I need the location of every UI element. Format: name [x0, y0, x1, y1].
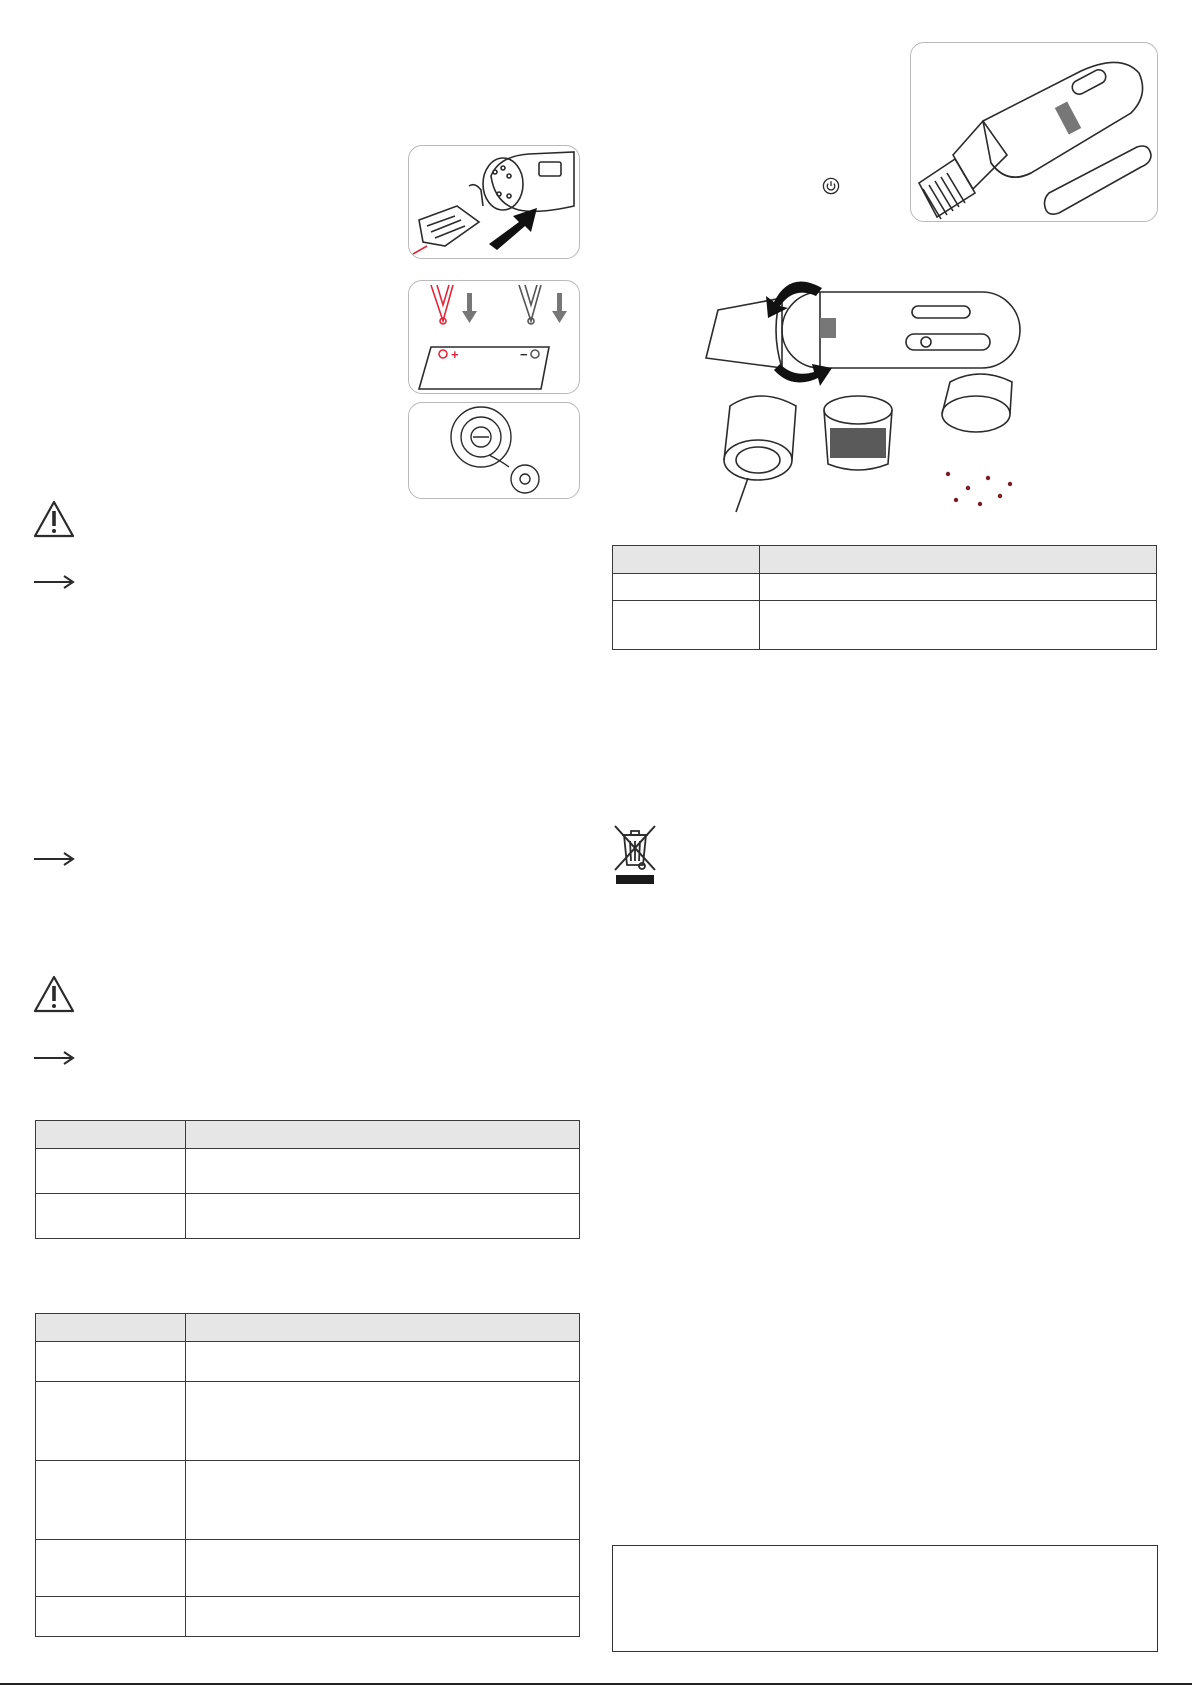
note-box: [612, 1545, 1158, 1652]
power-icon: [822, 177, 840, 195]
spec-table-left-large: [35, 1313, 580, 1637]
figure-charging-plug: [408, 145, 580, 259]
figure-battery-clamps: [408, 280, 580, 394]
note-arrow-icon: [33, 851, 75, 867]
table-row: [36, 1461, 580, 1540]
vacuum-brush-illustration: [911, 43, 1157, 221]
battery-clamps-illustration: [409, 281, 579, 393]
table-row: [36, 1149, 580, 1194]
table-header-row: [36, 1121, 580, 1149]
spec-table-left-small: [35, 1120, 580, 1239]
table-row: [36, 1382, 580, 1461]
warning-triangle-icon: [33, 975, 75, 1013]
table-row: [36, 1540, 580, 1597]
warning-triangle-icon: [33, 500, 75, 538]
table-row: [36, 1597, 580, 1637]
table-row: [613, 601, 1157, 650]
figure-fuse-holder: [408, 402, 580, 499]
note-arrow-icon: [33, 574, 75, 590]
charging-plug-illustration: [409, 146, 579, 258]
table-row: [36, 1194, 580, 1239]
filter-cleaning-illustration: [700, 278, 1035, 516]
figure-vacuum-with-attachments: [910, 42, 1158, 222]
table-row: [36, 1342, 580, 1382]
table-header-row: [36, 1314, 580, 1342]
crossed-out-wheeled-bin-icon: [612, 823, 658, 885]
battery-minus-label: −: [520, 347, 528, 362]
note-arrow-icon: [33, 1050, 75, 1066]
table-row: [613, 574, 1157, 601]
battery-plus-label: +: [451, 347, 459, 362]
fuse-holder-illustration: [409, 403, 579, 498]
spec-table-right-small: [612, 545, 1157, 650]
table-header-row: [613, 546, 1157, 574]
